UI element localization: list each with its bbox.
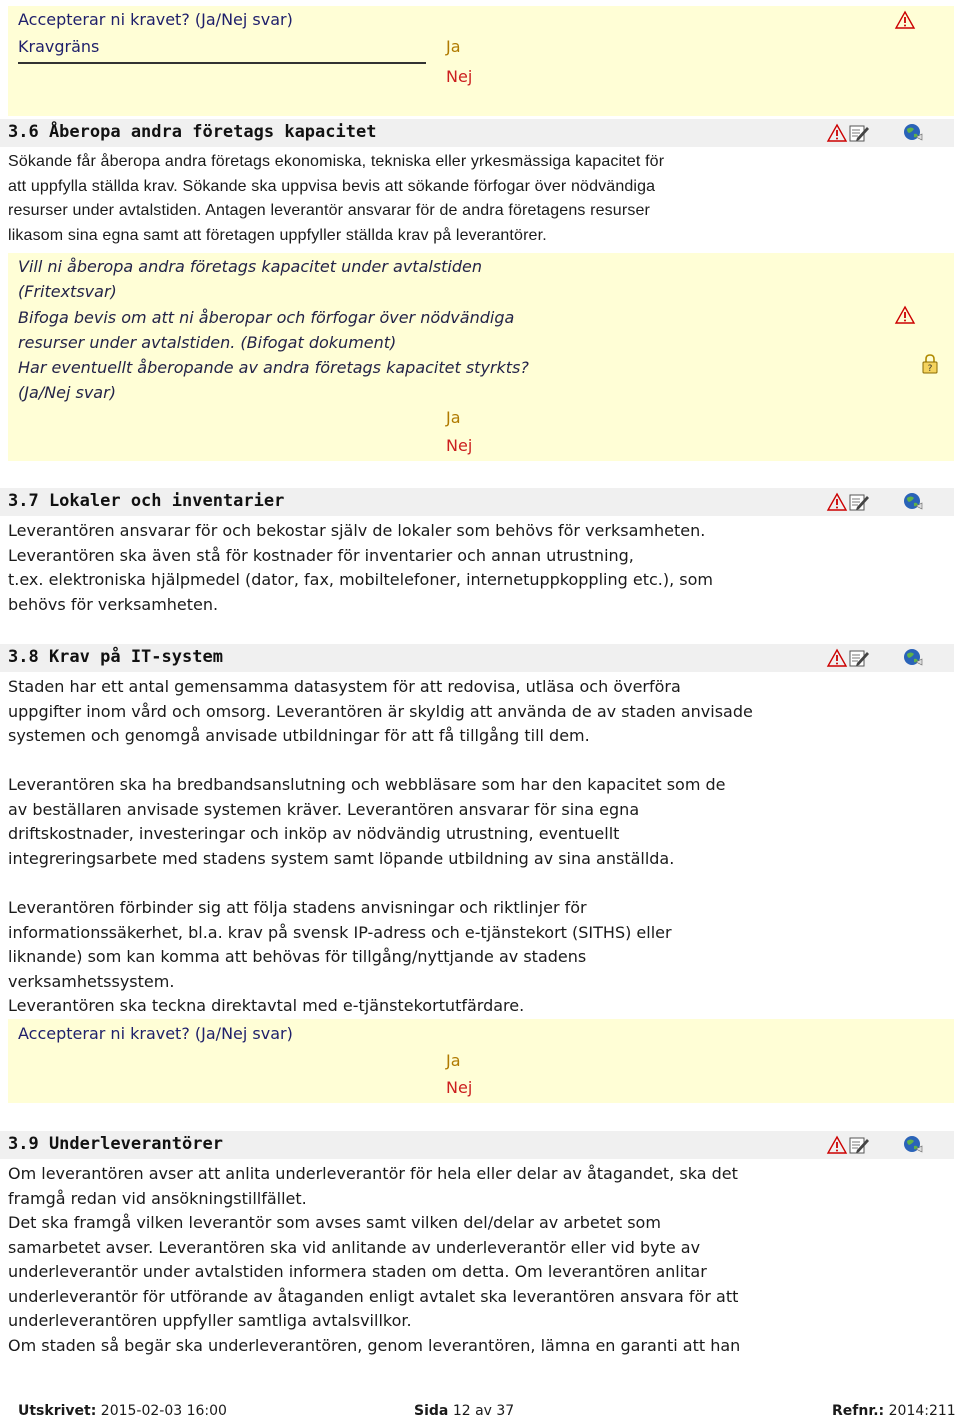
footer-page-value: 12 av 37 (452, 1403, 515, 1419)
section-3-8-line: Leverantören ska teckna direktavtal med e-tjänstekortutfärdare. (8, 996, 525, 1015)
section-3-8-line: Leverantören ska ha bredbandsanslutning och webbläsare som har den kapacitet som de (8, 775, 726, 794)
q-verified-line1: Har eventuellt åberopande av andra företags kapacitet styrkts? (18, 358, 529, 377)
section-3-8-question: Accepterar ni kravet? (Ja/Nej svar) (18, 1024, 293, 1043)
section-3-8-header (0, 644, 954, 672)
option-no[interactable]: Nej (446, 436, 473, 455)
top-option-yes[interactable]: Ja (446, 37, 461, 56)
q-evidence-line2[interactable]: resurser under avtalstiden. (Bifogat dokument) (18, 333, 397, 352)
option-no[interactable]: Nej (446, 1078, 473, 1097)
section-3-9-line: underleverantör för utförande av åtaganden enligt avtalet ska leverantören ansvara för att (8, 1286, 739, 1306)
section-3-6-line: Sökande får åberopa andra företags ekonomiska, tekniska eller yrkesmässiga kapacitet för (8, 153, 665, 170)
kravgrans-label: Kravgräns (18, 37, 100, 56)
section-3-8-line: uppgifter inom vård och omsorg. Leverantören är skyldig att använda de av staden anvisade (8, 701, 753, 721)
footer-ref-value: 2014:211 (888, 1403, 956, 1419)
section-3-8-line: driftskostnader, investeringar och inköp av nödvändig utrustning, eventuellt (8, 824, 620, 843)
section-3-9-line: underleverantören uppfyller samtliga avtalsvillkor. (8, 1311, 412, 1330)
section-3-9-line: Det ska framgå vilken leverantör som avses samt vilken del/delar av arbetet som (8, 1213, 661, 1232)
section-3-7-body (8, 519, 808, 617)
section-3-8-line: Staden har ett antal gemensamma datasystem för att redovisa, utläsa och överföra (8, 677, 681, 696)
top-option-no[interactable]: Nej (446, 67, 473, 86)
top-question: Accepterar ni kravet? (Ja/Nej svar) (18, 10, 293, 29)
section-3-9-line: Om leverantören avser att anlita underleverantör för hela eller delar av åtagandet, ska det (8, 1164, 738, 1183)
section-3-7-line: Leverantören ansvarar för och bekostar själv de lokaler som behövs för verksamheten. (8, 521, 706, 540)
q-capacity-line2[interactable]: (Fritextsvar) (18, 282, 117, 301)
q-capacity-line1: Vill ni åberopa andra företags kapacitet under avtalstiden (18, 257, 483, 276)
edit-icon[interactable] (848, 123, 870, 143)
kravgrans-line (18, 62, 426, 64)
warning-icon (826, 1135, 848, 1155)
section-3-8-line: verksamhetssystem. (8, 971, 175, 991)
globe-icon[interactable] (902, 647, 924, 667)
section-3-8-line: Leverantören förbinder sig att följa stadens anvisningar och riktlinjer för (8, 898, 587, 917)
section-3-9-title: 3.9 Underleverantörer (8, 1134, 223, 1154)
section-3-7-title: 3.7 Lokaler och inventarier (8, 491, 285, 511)
section-3-6-answer-box (8, 253, 954, 461)
q-verified-line2: (Ja/Nej svar) (18, 383, 116, 402)
section-3-8-paragraph-3 (8, 896, 808, 1019)
section-3-8-paragraph-2 (8, 773, 808, 871)
footer-ref-label: Refnr.: (832, 1403, 885, 1419)
section-3-8-line: informationssäkerhet, bl.a. krav på svensk IP-adress och e-tjänstekort (SITHS) eller (8, 922, 672, 942)
globe-icon[interactable] (902, 122, 924, 142)
section-3-6-header (0, 119, 954, 147)
globe-icon[interactable] (902, 1134, 924, 1154)
warning-icon (826, 123, 848, 143)
section-3-8-line: systemen och genomgå anvisade utbildningar för att få tillgång till dem. (8, 726, 590, 745)
section-3-6-line: resurser under avtalstiden. Antagen leverantör ansvarar för de andra företagens resurser (8, 202, 650, 219)
section-3-9-header (0, 1131, 954, 1159)
section-3-9-body (8, 1162, 808, 1358)
section-3-7-line: t.ex. elektroniska hjälpmedel (dator, fax, mobiltelefoner, internetuppkoppling etc.), som (8, 570, 713, 589)
svg-text:?: ? (927, 364, 933, 374)
footer-printed (18, 1403, 227, 1419)
lock-question-icon (920, 354, 942, 374)
warning-icon (826, 648, 848, 668)
edit-icon[interactable] (848, 648, 870, 668)
edit-icon[interactable] (848, 492, 870, 512)
footer-page-label: Sida (414, 1403, 449, 1419)
warning-icon (894, 10, 916, 30)
section-3-8-line: liknande) som kan komma att behövas för tillgång/nyttjande av stadens (8, 947, 587, 966)
q-evidence-line1: Bifoga bevis om att ni åberopar och förfogar över nödvändiga (18, 308, 515, 327)
section-3-9-line: samarbetet avser. Leverantören ska vid anlitande av underleverantör eller vid byte av (8, 1237, 701, 1257)
footer-ref (832, 1403, 956, 1419)
section-3-7-line: Leverantören ska även stå för kostnader för inventarier och annan utrustning, (8, 545, 634, 565)
section-3-7-header (0, 488, 954, 516)
section-3-8-title: 3.8 Krav på IT-system (8, 647, 223, 667)
section-3-9-line: framgå redan vid ansökningstillfället. (8, 1188, 307, 1208)
section-3-6-line: att uppfylla ställda krav. Sökande ska uppvisa bevis att sökande förfogar över nödvändiga (8, 177, 656, 195)
option-yes[interactable]: Ja (446, 408, 461, 427)
section-3-8-paragraph-1 (8, 675, 808, 749)
section-3-9-line: underleverantör under avtalstiden informera staden om detta. Om leverantören anlitar (8, 1262, 707, 1281)
footer-printed-label: Utskrivet: (18, 1403, 97, 1419)
footer-page (414, 1403, 514, 1419)
section-3-9-line: Om staden så begär ska underleverantören, genom leverantören, lämna en garanti att han (8, 1335, 741, 1355)
footer-printed-value: 2015-02-03 16:00 (100, 1403, 227, 1419)
section-3-8-answer-box (8, 1019, 954, 1103)
globe-icon[interactable] (902, 491, 924, 511)
section-3-6-body (8, 150, 808, 248)
section-3-6-title: 3.6 Åberopa andra företags kapacitet (8, 122, 377, 142)
section-3-6-line: likasom sina egna samt att företagen uppfyller ställda krav på leverantörer. (8, 226, 547, 244)
section-3-7-line: behövs för verksamheten. (8, 594, 219, 614)
option-yes[interactable]: Ja (446, 1051, 461, 1070)
warning-icon (894, 305, 916, 325)
warning-icon (826, 492, 848, 512)
edit-icon[interactable] (848, 1135, 870, 1155)
section-3-8-line: integreringsarbete med stadens system samt löpande utbildning av sina anställda. (8, 848, 675, 868)
top-answer-box (8, 6, 954, 116)
section-3-8-line: av beställaren anvisade systemen kräver. Leverantören ansvarar för sina egna (8, 799, 640, 819)
